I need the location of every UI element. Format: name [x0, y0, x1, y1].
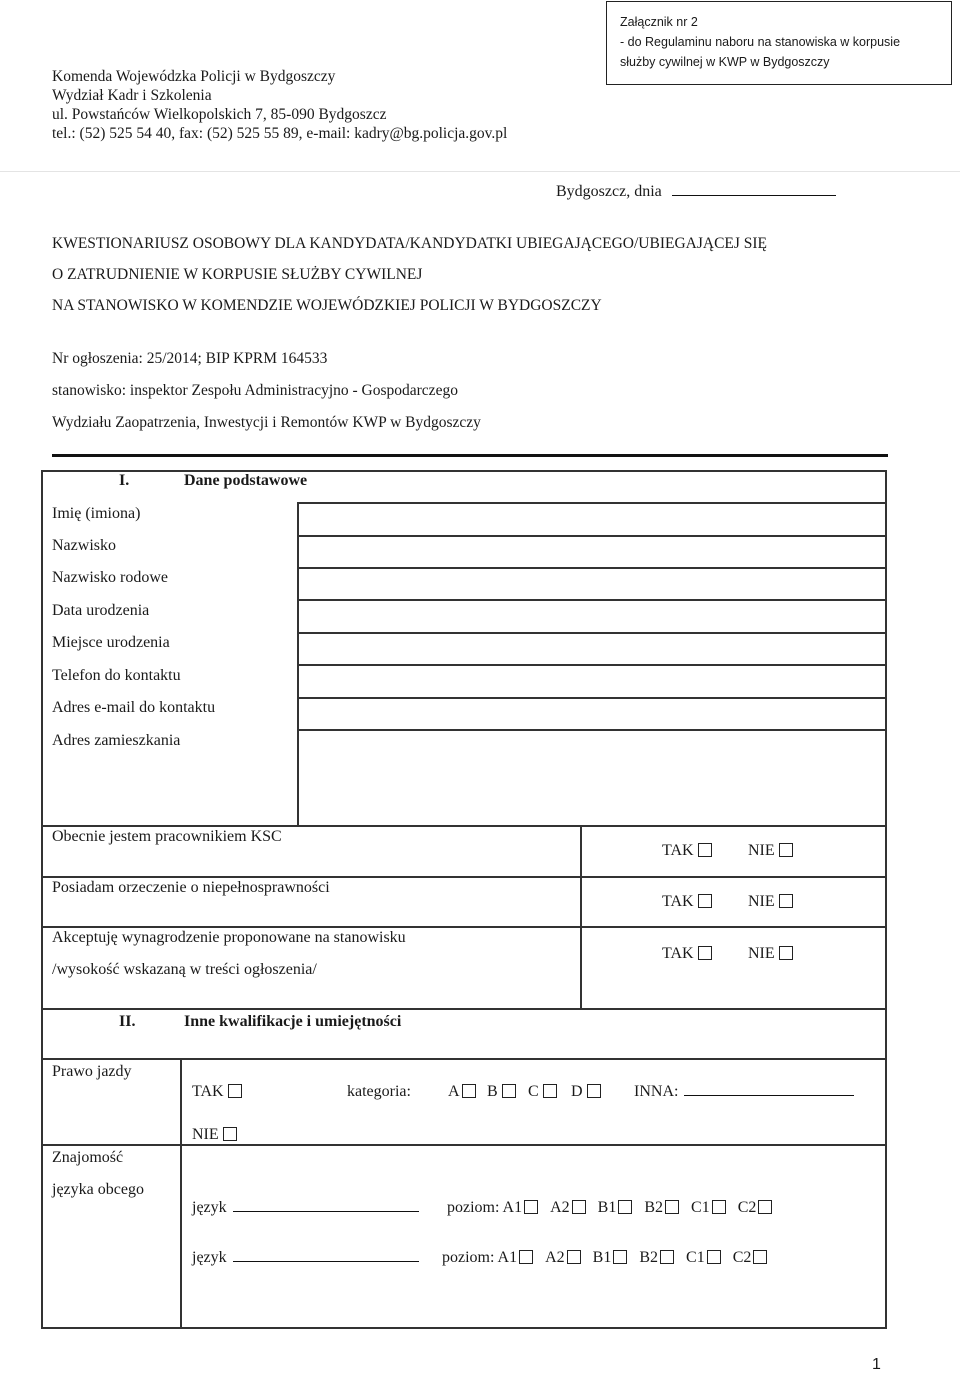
checkbox[interactable]	[618, 1200, 632, 1214]
field-label-first-name: Imię (imiona)	[52, 505, 141, 522]
level-a2: A2	[550, 1199, 570, 1216]
checkbox[interactable]	[462, 1084, 476, 1098]
checkbox[interactable]	[779, 894, 793, 908]
driving-license-label: Prawo jazdy	[52, 1063, 132, 1080]
thick-rule	[52, 454, 888, 457]
date-label: Bydgoszcz, dnia	[556, 183, 662, 200]
checkbox[interactable]	[502, 1084, 516, 1098]
driving-no-option[interactable]	[192, 1126, 237, 1144]
level-b1: B1	[592, 1249, 612, 1266]
checkbox[interactable]	[524, 1200, 538, 1214]
field-label-address: Adres zamieszkania	[52, 732, 181, 749]
section1-numeral: I.	[119, 472, 130, 489]
level-a1: poziom: A1	[442, 1249, 518, 1266]
annex-box	[606, 1, 952, 85]
announcement-info	[52, 343, 481, 439]
yes-label: TAK	[192, 1083, 224, 1100]
section2-title: Inne kwalifikacje i umiejętności	[184, 1013, 402, 1030]
no-label: NIE	[748, 945, 775, 962]
birth-place-input[interactable]	[299, 634, 884, 663]
disability-no-option[interactable]	[748, 893, 793, 911]
checkbox[interactable]	[758, 1200, 772, 1214]
table-border-bottom	[41, 1327, 887, 1329]
level-a1: poziom: A1	[447, 1199, 523, 1216]
field-label-email: Adres e-mail do kontaktu	[52, 699, 216, 716]
checkbox[interactable]	[707, 1250, 721, 1264]
section2-divider	[180, 1058, 182, 1328]
position-line: stanowisko: inspektor Zespołu Administracyjno - Gospodarczego	[52, 382, 458, 399]
checkbox[interactable]	[698, 894, 712, 908]
section1-title: Dane podstawowe	[184, 472, 308, 489]
checkbox[interactable]	[613, 1250, 627, 1264]
header-separator	[0, 171, 960, 172]
announcement-number: Nr ogłoszenia: 25/2014; BIP KPRM 164533	[52, 350, 328, 367]
level-b1: B1	[597, 1199, 617, 1216]
disability-yes-option[interactable]	[662, 893, 712, 911]
birth-date-input[interactable]	[299, 601, 884, 631]
level-c2: C2	[732, 1249, 752, 1266]
section2-numeral: II.	[119, 1013, 136, 1030]
checkbox[interactable]	[698, 843, 712, 857]
languages-label: Znajomość	[52, 1149, 124, 1166]
checkbox[interactable]	[779, 946, 793, 960]
org-line: Komenda Wojewódzka Policji w Bydgoszczy	[52, 68, 336, 85]
driving-yes-option[interactable]	[192, 1083, 242, 1101]
date-line	[556, 183, 836, 201]
category-b-option[interactable]	[487, 1083, 516, 1101]
category-letter: D	[571, 1083, 583, 1100]
title-line: O ZATRUDNIENIE W KORPUSIE SŁUŻBY CYWILNEJ	[52, 266, 423, 283]
no-label: NIE	[748, 893, 775, 910]
email-input[interactable]	[299, 699, 884, 728]
language-row-1	[192, 1199, 419, 1217]
page-number: 1	[872, 1356, 881, 1373]
level-c1: C1	[686, 1249, 705, 1266]
language-word: język	[192, 1199, 227, 1216]
title-line: KWESTIONARIUSZ OSOBOWY DLA KANDYDATA/KANDYDATKI UBIEGAJĄCEGO/UBIEGAJĄCEJ SIĘ	[52, 235, 768, 252]
salary-yes-option[interactable]	[662, 945, 712, 963]
checkbox[interactable]	[567, 1250, 581, 1264]
question-salary-line2: /wysokość wskazaną w treści ogłoszenia/	[52, 961, 317, 978]
level-a2: A2	[545, 1249, 565, 1266]
checkbox[interactable]	[753, 1250, 767, 1264]
org-line: ul. Powstańców Wielkopolskich 7, 85-090 Bydgoszcz	[52, 106, 387, 123]
other-label: INNA:	[634, 1083, 679, 1100]
first-name-input[interactable]	[299, 504, 884, 534]
annex-line: służby cywilnej w KWP w Bydgoszczy	[620, 55, 830, 69]
checkbox[interactable]	[519, 1250, 533, 1264]
surname-input[interactable]	[299, 537, 884, 566]
org-line: tel.: (52) 525 54 40, fax: (52) 525 55 89, e-mail: kadry@bg.policja.gov.pl	[52, 125, 508, 142]
checkbox[interactable]	[228, 1084, 242, 1098]
checkbox[interactable]	[698, 946, 712, 960]
question-ksc: Obecnie jestem pracownikiem KSC	[52, 828, 282, 845]
row-line	[41, 926, 887, 928]
table-border-left	[41, 470, 43, 1328]
checkbox[interactable]	[587, 1084, 601, 1098]
category-letter: A	[448, 1083, 460, 1100]
language-row-2	[192, 1249, 419, 1267]
category-letter: B	[487, 1083, 498, 1100]
no-label: NIE	[192, 1126, 219, 1143]
yes-label: TAK	[662, 945, 694, 962]
checkbox[interactable]	[712, 1200, 726, 1214]
row-line	[41, 1058, 887, 1060]
level-c1: C1	[691, 1199, 710, 1216]
category-label: kategoria:	[347, 1083, 411, 1100]
level-b2: B2	[639, 1249, 659, 1266]
title-line: NA STANOWISKO W KOMENDZIE WOJEWÓDZKIEJ POLICJI W BYDGOSZCZY	[52, 297, 602, 314]
ksc-yes-option[interactable]	[662, 842, 712, 860]
row-line	[41, 1144, 887, 1146]
checkbox[interactable]	[660, 1250, 674, 1264]
field-label-birth-date: Data urodzenia	[52, 602, 150, 619]
checkbox[interactable]	[572, 1200, 586, 1214]
level-c2: C2	[737, 1199, 757, 1216]
level-b2: B2	[644, 1199, 664, 1216]
languages-label-line2: języka obcego	[52, 1181, 144, 1198]
organization-address	[52, 67, 507, 143]
salary-no-option[interactable]	[748, 945, 793, 963]
yes-label: TAK	[662, 842, 694, 859]
level-row-1	[447, 1199, 772, 1217]
row-line	[41, 825, 887, 827]
date-field[interactable]	[672, 183, 836, 196]
annex-line: Załącznik nr 2	[620, 15, 698, 29]
field-label-family-name: Nazwisko rodowe	[52, 569, 168, 586]
phone-input[interactable]	[299, 666, 884, 696]
ksc-no-option[interactable]	[748, 842, 793, 860]
table-border-top	[41, 470, 887, 472]
checkbox[interactable]	[223, 1127, 237, 1141]
no-label: NIE	[748, 842, 775, 859]
language-input[interactable]	[233, 1249, 419, 1262]
level-row-2	[442, 1249, 767, 1267]
family-name-input[interactable]	[299, 569, 884, 598]
annex-line: - do Regulaminu naboru na stanowiska w korpusie	[620, 35, 901, 49]
org-line: Wydział Kadr i Szkolenia	[52, 87, 212, 104]
category-c-option[interactable]	[528, 1083, 557, 1101]
row-line	[41, 876, 887, 878]
question-disability: Posiadam orzeczenie o niepełnosprawności	[52, 879, 330, 896]
language-input[interactable]	[233, 1199, 419, 1212]
yesno-divider	[580, 825, 582, 1009]
field-label-birth-place: Miejsce urodzenia	[52, 634, 170, 651]
checkbox[interactable]	[665, 1200, 679, 1214]
yes-label: TAK	[662, 893, 694, 910]
address-input[interactable]	[299, 731, 884, 824]
row-line	[41, 1008, 887, 1010]
form-title	[52, 228, 767, 321]
other-category-input[interactable]	[684, 1083, 854, 1096]
category-other	[634, 1083, 854, 1101]
checkbox[interactable]	[543, 1084, 557, 1098]
language-word: język	[192, 1249, 227, 1266]
category-d-option[interactable]	[571, 1083, 601, 1101]
checkbox[interactable]	[779, 843, 793, 857]
position-line: Wydziału Zaopatrzenia, Inwestycji i Remontów KWP w Bydgoszczy	[52, 414, 481, 431]
question-salary: Akceptuję wynagrodzenie proponowane na stanowisku	[52, 929, 406, 946]
field-label-phone: Telefon do kontaktu	[52, 667, 181, 684]
category-letter: C	[528, 1083, 539, 1100]
field-label-surname: Nazwisko	[52, 537, 116, 554]
category-a-option[interactable]	[448, 1083, 476, 1101]
